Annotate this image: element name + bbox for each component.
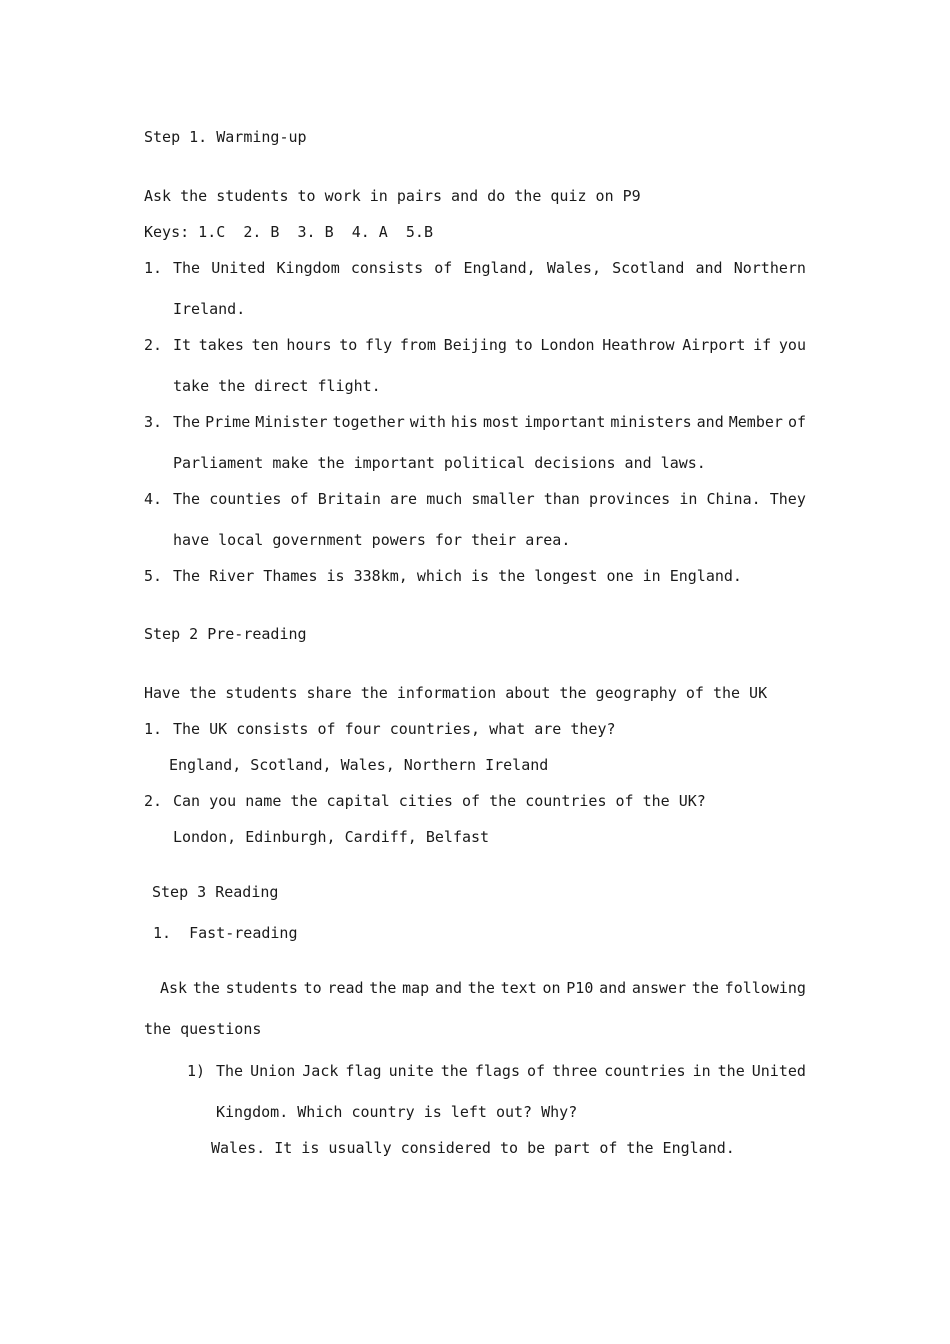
word: ministers (610, 413, 692, 431)
word: text (500, 979, 537, 997)
list-number: 1. (144, 720, 163, 738)
word: the (717, 1062, 745, 1080)
word: students (225, 979, 298, 997)
word: to (339, 336, 358, 354)
word: the (691, 979, 719, 997)
word: Prime (205, 413, 251, 431)
question: Can you name the capital cities of the countries of the UK? (173, 792, 706, 810)
word: United (751, 1062, 806, 1080)
word: on (542, 979, 561, 997)
word: of (434, 259, 453, 277)
step3-instruction-line (160, 978, 806, 998)
word: The (173, 490, 201, 508)
word: takes (198, 336, 244, 354)
word: and (696, 413, 724, 431)
step3-instruction-continuation: the questions (144, 1020, 262, 1038)
step1-instruction: Ask the students to work in pairs and do the quiz on P9 (144, 187, 641, 205)
word: and (599, 979, 627, 997)
answer: Wales. It is usually considered to be part of the England. (211, 1139, 735, 1157)
list-number: 1. (144, 259, 163, 277)
list-number: 4. (144, 490, 163, 508)
list-item-line (173, 489, 806, 509)
list-number: 2. (144, 336, 163, 354)
answer: London, Edinburgh, Cardiff, Belfast (173, 828, 490, 846)
word: Heathrow (602, 336, 675, 354)
word: read (327, 979, 364, 997)
word: of (290, 490, 309, 508)
question-continuation: Kingdom. Which country is left out? Why? (216, 1103, 578, 1121)
word: of (787, 413, 806, 431)
step2-instruction: Have the students share the information about the geography of the UK (144, 684, 768, 702)
word: The (173, 259, 201, 277)
list-item-line (173, 258, 806, 278)
word: are (390, 490, 418, 508)
word: most (482, 413, 520, 431)
word: Member (728, 413, 783, 431)
list-item-continuation: Ireland. (173, 300, 246, 318)
word: and (695, 259, 723, 277)
list-item-line (173, 335, 806, 355)
word: than (543, 490, 580, 508)
word: provinces (588, 490, 671, 508)
list-item-continuation: Parliament make the important political decisions and laws. (173, 454, 706, 472)
word: together (332, 413, 405, 431)
list-item-continuation: take the direct flight. (173, 377, 381, 395)
word: from (399, 336, 436, 354)
word: important (524, 413, 606, 431)
word: the (467, 979, 495, 997)
word: the (440, 1062, 468, 1080)
word: of (527, 1062, 546, 1080)
word: United (211, 259, 266, 277)
word: smaller (471, 490, 535, 508)
word: ten (251, 336, 279, 354)
word: Northern (733, 259, 806, 277)
word: map (402, 979, 430, 997)
word: Ask (160, 979, 188, 997)
word: following (724, 979, 806, 997)
word: Jack (302, 1062, 339, 1080)
list-item-line (173, 412, 806, 432)
word: Britain (317, 490, 381, 508)
word: three (552, 1062, 598, 1080)
list-item-line: The River Thames is 338km, which is the longest one in England. (173, 567, 742, 585)
word: hours (286, 336, 332, 354)
list-number: 5. (144, 567, 163, 585)
question: The UK consists of four countries, what are they? (173, 720, 616, 738)
answer: England, Scotland, Wales, Northern Ireland (169, 756, 549, 774)
list-item-continuation: have local government powers for their area. (173, 531, 571, 549)
word: London (540, 336, 595, 354)
word: England, (463, 259, 536, 277)
word: China. (706, 490, 761, 508)
word: and (434, 979, 463, 997)
word: The (216, 1062, 244, 1080)
word: to (303, 979, 322, 997)
list-number: 3. (144, 413, 163, 431)
question-number: 1) (187, 1062, 206, 1080)
step1-heading: Step 1. Warming-up (144, 128, 307, 146)
word: They (769, 490, 806, 508)
word: much (426, 490, 463, 508)
word: to (514, 336, 533, 354)
word: Beijing (443, 336, 507, 354)
question-line (216, 1061, 806, 1081)
word: you (778, 336, 806, 354)
word: It (173, 336, 192, 354)
word: Kingdom (276, 259, 340, 277)
word: answer (631, 979, 687, 997)
word: Airport (682, 336, 746, 354)
word: Wales, (546, 259, 601, 277)
step3-heading: Step 3 Reading (152, 883, 279, 901)
word: Minister (255, 413, 328, 431)
word: in (692, 1062, 711, 1080)
word: in (679, 490, 698, 508)
word: flag (345, 1062, 382, 1080)
word: the (369, 979, 397, 997)
word: Union (250, 1062, 296, 1080)
word: the (192, 979, 220, 997)
word: P10 (566, 979, 594, 997)
word: his (450, 413, 478, 431)
word: consists (350, 259, 424, 277)
word: flags (474, 1062, 520, 1080)
step3-subheading: 1. Fast-reading (153, 924, 298, 942)
word: Scotland (612, 259, 685, 277)
step2-heading: Step 2 Pre-reading (144, 625, 307, 643)
word: with (409, 413, 446, 431)
word: fly (365, 336, 393, 354)
word: The (173, 413, 201, 431)
answer-keys: Keys: 1.C 2. B 3. B 4. A 5.B (144, 223, 433, 241)
list-number: 2. (144, 792, 163, 810)
word: countries (604, 1062, 686, 1080)
word: counties (209, 490, 282, 508)
word: unite (388, 1062, 434, 1080)
word: if (753, 336, 772, 354)
